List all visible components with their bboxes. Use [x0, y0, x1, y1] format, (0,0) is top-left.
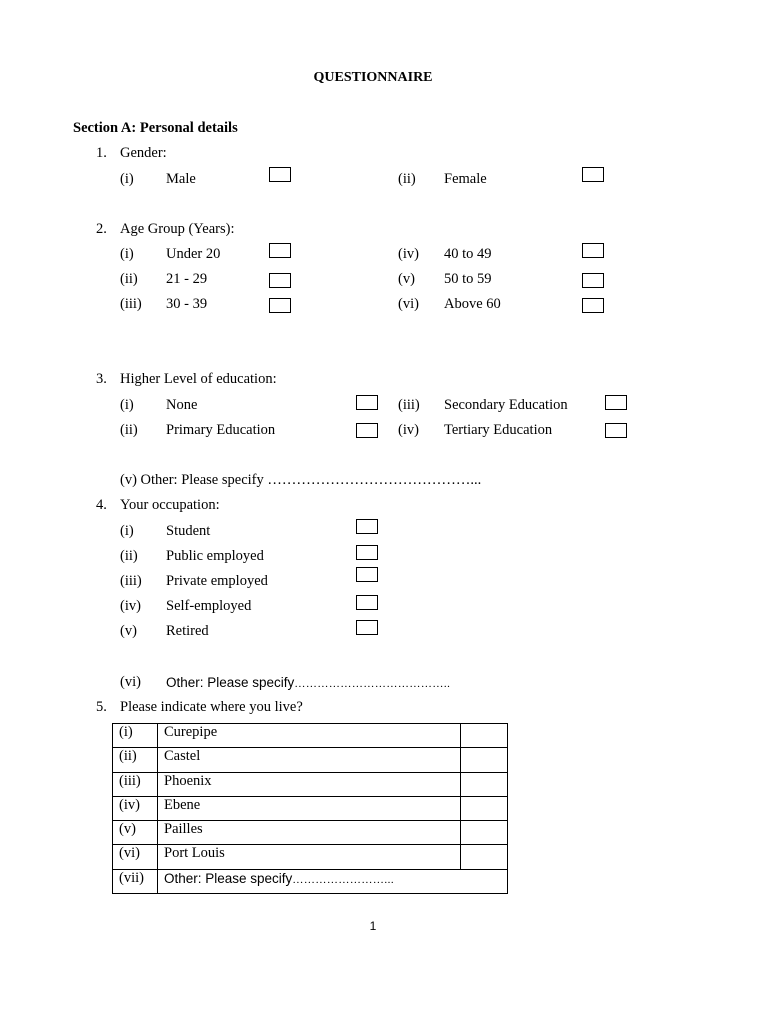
q1-number: 1. — [96, 145, 107, 161]
table-cell-location: Ebene — [158, 796, 461, 820]
q4-text: Your occupation: — [120, 497, 220, 513]
q2-option-num: (ii) — [120, 271, 138, 287]
q2-option-label: 50 to 59 — [444, 271, 492, 287]
q4-number: 4. — [96, 497, 107, 513]
table-row — [113, 821, 508, 845]
table-cell-num: (vii) — [113, 869, 158, 893]
table-cell-location: Curepipe — [158, 724, 461, 748]
q3-number: 3. — [96, 371, 107, 387]
table-cell-num: (i) — [113, 724, 158, 748]
q3-option-label: None — [166, 397, 198, 413]
q4-option-label: Private employed — [166, 573, 268, 589]
section-a-heading: Section A: Personal details — [73, 120, 238, 136]
q2-text: Age Group (Years): — [120, 221, 235, 237]
q4-other-num: (vi) — [120, 674, 141, 690]
q3-option-label: Secondary Education — [444, 397, 568, 413]
table-row — [113, 772, 508, 796]
checkbox-retired[interactable] — [356, 620, 378, 635]
checkbox-30-39[interactable] — [269, 298, 291, 313]
checkbox-40-49[interactable] — [582, 243, 604, 258]
table-row — [113, 845, 508, 869]
table-cell-num: (v) — [113, 821, 158, 845]
checkbox-under-20[interactable] — [269, 243, 291, 258]
table-row — [113, 748, 508, 772]
checkbox-self-employed[interactable] — [356, 595, 378, 610]
page-number: 1 — [369, 919, 377, 933]
q1-option-num: (i) — [120, 171, 134, 187]
q3-option-num: (i) — [120, 397, 134, 413]
q2-option-label: 30 - 39 — [166, 296, 208, 312]
q2-option-num: (v) — [398, 271, 415, 287]
checkbox-public-employed[interactable] — [356, 545, 378, 560]
q3-option-label: Primary Education — [166, 422, 276, 438]
q4-other-specify[interactable] — [166, 674, 450, 693]
table-cell-checkbox[interactable] — [461, 772, 508, 796]
q5-text: Please indicate where you live? — [120, 699, 303, 715]
q3-option-label: Tertiary Education — [444, 422, 553, 438]
checkbox-male[interactable] — [269, 167, 291, 182]
q4-option-label: Student — [166, 523, 211, 539]
table-row-other — [113, 869, 508, 893]
q3-option-num: (iii) — [398, 397, 420, 413]
checkbox-tertiary-education[interactable] — [605, 423, 627, 438]
q2-option-num: (iii) — [120, 296, 142, 312]
checkbox-none[interactable] — [356, 395, 378, 410]
q1-option-num: (ii) — [398, 171, 416, 187]
q2-option-label: 21 - 29 — [166, 271, 208, 287]
q5-other-label: Other: Please specify — [164, 870, 293, 886]
table-cell-checkbox[interactable] — [461, 845, 508, 869]
checkbox-secondary-education[interactable] — [605, 395, 627, 410]
table-cell-location: Phoenix — [158, 772, 461, 796]
table-cell-num: (iv) — [113, 796, 158, 820]
table-cell-location: Port Louis — [158, 845, 461, 869]
q2-option-label: Under 20 — [166, 246, 221, 262]
q4-option-label: Public employed — [166, 548, 264, 564]
q4-option-num: (i) — [120, 523, 134, 539]
table-cell-checkbox[interactable] — [461, 821, 508, 845]
table-cell-checkbox[interactable] — [461, 724, 508, 748]
checkbox-female[interactable] — [582, 167, 604, 182]
q1-option-male: Male — [166, 171, 196, 187]
checkbox-student[interactable] — [356, 519, 378, 534]
q3-other-specify[interactable]: (v) Other: Please specify ……………………………………... — [120, 472, 482, 488]
q1-text: Gender: — [120, 145, 167, 161]
q2-option-label: 40 to 49 — [444, 246, 492, 262]
q2-option-num: (iv) — [398, 246, 419, 262]
location-table — [112, 723, 508, 894]
q2-number: 2. — [96, 221, 107, 237]
table-row — [113, 724, 508, 748]
q4-option-label: Self-employed — [166, 598, 252, 614]
table-cell-checkbox[interactable] — [461, 796, 508, 820]
q3-option-num: (iv) — [398, 422, 419, 438]
document-title: QUESTIONNAIRE — [313, 70, 433, 85]
q4-other-label: Other: Please specify — [166, 675, 295, 690]
q4-option-num: (iv) — [120, 598, 141, 614]
table-cell-num: (vi) — [113, 845, 158, 869]
checkbox-above-60[interactable] — [582, 298, 604, 313]
q2-option-label: Above 60 — [444, 296, 501, 312]
checkbox-private-employed[interactable] — [356, 567, 378, 582]
q5-other-dots: ……………………... — [292, 873, 395, 886]
q4-option-num: (ii) — [120, 548, 138, 564]
checkbox-primary-education[interactable] — [356, 423, 378, 438]
table-cell-location: Castel — [158, 748, 461, 772]
q2-option-num: (vi) — [398, 296, 419, 312]
q4-option-num: (v) — [120, 623, 137, 639]
q4-other-dots: ………………………………….. — [294, 678, 451, 690]
checkbox-21-29[interactable] — [269, 273, 291, 288]
table-cell-num: (iii) — [113, 772, 158, 796]
q4-option-label: Retired — [166, 623, 209, 639]
table-cell-checkbox[interactable] — [461, 748, 508, 772]
table-row — [113, 796, 508, 820]
q1-option-female: Female — [444, 171, 487, 187]
q3-text: Higher Level of education: — [120, 371, 277, 387]
table-cell-other-specify[interactable] — [158, 869, 508, 893]
q2-option-num: (i) — [120, 246, 134, 262]
table-cell-num: (ii) — [113, 748, 158, 772]
checkbox-50-59[interactable] — [582, 273, 604, 288]
q5-number: 5. — [96, 699, 107, 715]
q3-option-num: (ii) — [120, 422, 138, 438]
q4-option-num: (iii) — [120, 573, 142, 589]
table-cell-location: Pailles — [158, 821, 461, 845]
